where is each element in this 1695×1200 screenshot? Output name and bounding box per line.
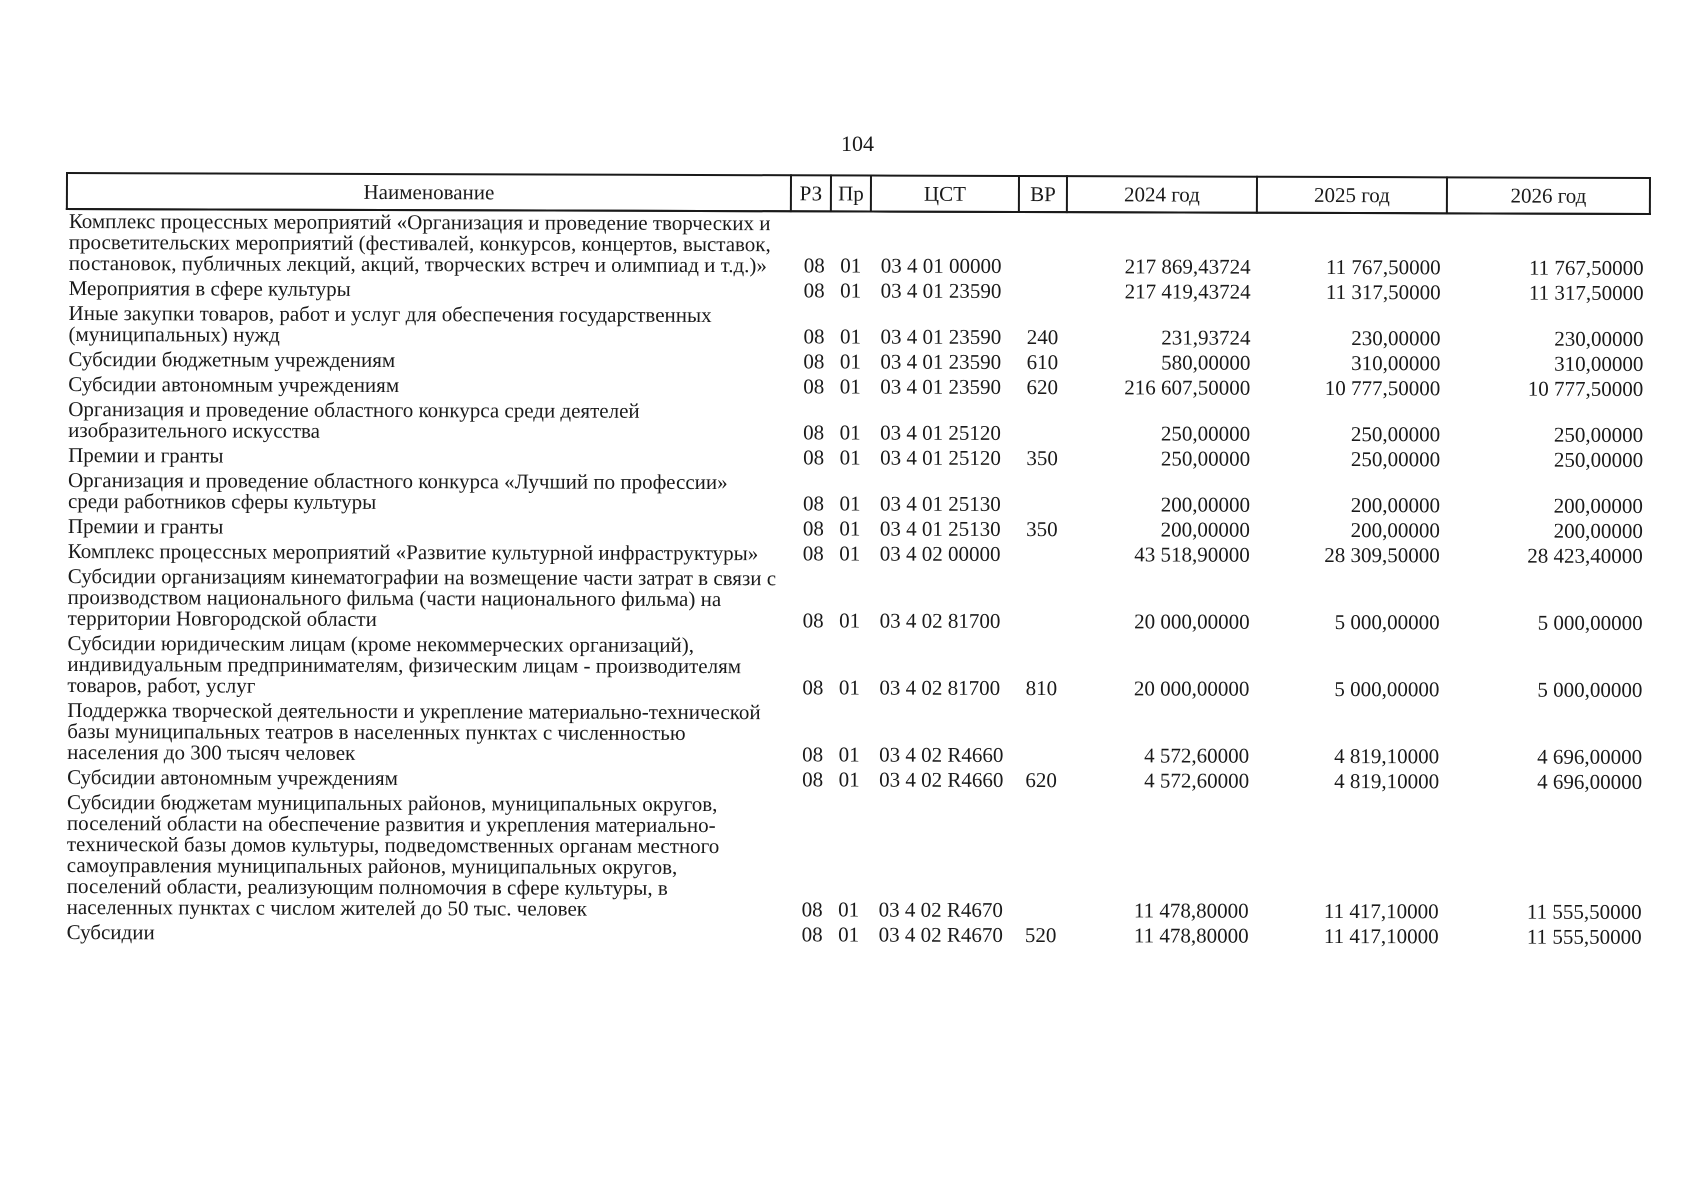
cell-2026: 5 000,00000 bbox=[1537, 677, 1643, 702]
cell-name: Премии и гранты bbox=[67, 514, 224, 539]
cell-cst: 03 4 01 23590 bbox=[880, 324, 1002, 349]
cell-2026: 200,00000 bbox=[1553, 518, 1643, 543]
cell-2025: 11 417,10000 bbox=[1323, 923, 1439, 949]
cell-2026: 310,00000 bbox=[1554, 351, 1644, 376]
cell-2025: 250,00000 bbox=[1350, 447, 1441, 472]
cell-name: Субсидии автономным учреждениям bbox=[68, 372, 400, 398]
cell-pr: 01 bbox=[839, 516, 861, 541]
header-2025: 2025 год bbox=[1257, 177, 1447, 214]
cell-2026: 5 000,00000 bbox=[1537, 610, 1643, 635]
table-row bbox=[65, 699, 1648, 771]
cell-vr bbox=[1019, 212, 1067, 280]
cell-2025: 5 000,00000 bbox=[1334, 676, 1440, 702]
header-pr: Пр bbox=[831, 175, 871, 211]
cell-rz: 08 bbox=[802, 491, 825, 516]
cell-2025: 230,00000 bbox=[1351, 326, 1441, 351]
cell-rz: 08 bbox=[802, 675, 824, 700]
cell-pr: 01 bbox=[839, 374, 861, 399]
cell-2025: 4 819,10000 bbox=[1334, 768, 1440, 794]
cell-2025: 310,00000 bbox=[1351, 351, 1441, 376]
cell-vr: 620 bbox=[1026, 375, 1059, 400]
cell-name: Иные закупки товаров, работ и услуг для обеспечения государственных (муниципальных) нужд bbox=[68, 301, 712, 347]
cell-2025: 4 819,10000 bbox=[1334, 743, 1440, 769]
cell-2024: 11 478,80000 bbox=[1133, 923, 1249, 948]
cell-2024: 11 478,80000 bbox=[1133, 898, 1249, 923]
cell-2026: 11 555,50000 bbox=[1526, 924, 1642, 949]
cell-vr bbox=[1018, 472, 1066, 518]
cell-pr: 01 bbox=[838, 922, 860, 947]
cell-2025: 200,00000 bbox=[1350, 493, 1440, 518]
cell-pr: 01 bbox=[838, 742, 860, 767]
table-row bbox=[65, 921, 1648, 951]
cell-2025: 5 000,00000 bbox=[1334, 609, 1440, 635]
cell-vr: 520 bbox=[1024, 923, 1057, 948]
cell-2026: 28 423,40000 bbox=[1527, 543, 1643, 568]
cell-cst: 03 4 02 R4660 bbox=[879, 767, 1004, 792]
cell-vr bbox=[1018, 568, 1066, 635]
cell-name: Субсидии организациям кинематографии на возмещение части затрат в связи с производством национального фильма (части национального фильма) на территории Новгородской области bbox=[67, 564, 777, 631]
cell-pr: 01 bbox=[840, 278, 862, 303]
cell-2026: 11 767,50000 bbox=[1528, 255, 1644, 280]
cell-pr: 01 bbox=[839, 420, 861, 445]
cell-rz: 08 bbox=[801, 897, 823, 922]
cell-2025: 11 317,50000 bbox=[1325, 279, 1441, 305]
cell-2024: 200,00000 bbox=[1160, 517, 1250, 542]
cell-2025: 28 309,50000 bbox=[1324, 542, 1440, 568]
cell-cst: 03 4 01 23590 bbox=[880, 349, 1002, 374]
cell-vr: 620 bbox=[1025, 768, 1057, 793]
cell-2026: 4 696,00000 bbox=[1537, 744, 1643, 769]
cell-cst: 03 4 02 R4670 bbox=[878, 897, 1003, 922]
cell-2024: 580,00000 bbox=[1161, 350, 1251, 375]
cell-rz: 08 bbox=[803, 374, 825, 399]
table-row bbox=[66, 302, 1649, 353]
cell-vr: 350 bbox=[1026, 517, 1058, 542]
cell-name: Организация и проведение областного конкурса «Лучший по профессии» среди работников сферы культуры bbox=[67, 468, 728, 514]
cell-vr bbox=[1018, 401, 1066, 447]
table-row bbox=[65, 791, 1648, 926]
cell-cst: 03 4 02 R4660 bbox=[879, 742, 1004, 767]
cell-vr bbox=[1017, 702, 1065, 769]
cell-vr: 610 bbox=[1026, 350, 1059, 375]
cell-vr: 240 bbox=[1026, 325, 1059, 350]
table-row bbox=[65, 632, 1648, 704]
cell-name: Субсидии bbox=[66, 920, 155, 945]
cell-rz: 08 bbox=[803, 420, 825, 445]
cell-cst: 03 4 02 R4670 bbox=[878, 922, 1003, 947]
table-row bbox=[66, 398, 1649, 449]
cell-cst: 03 4 01 25120 bbox=[880, 420, 1001, 445]
cell-name: Премии и гранты bbox=[68, 443, 224, 468]
cell-pr: 01 bbox=[839, 349, 861, 374]
cell-pr: 01 bbox=[838, 897, 860, 922]
page-number: 104 bbox=[841, 131, 874, 156]
cell-pr: 01 bbox=[838, 675, 860, 700]
cell-pr: 01 bbox=[839, 491, 861, 516]
cell-name: Субсидии автономным учреждениям bbox=[67, 765, 398, 791]
cell-2026: 4 696,00000 bbox=[1537, 769, 1643, 794]
cell-name: Мероприятия в сфере культуры bbox=[68, 276, 351, 301]
budget-table bbox=[64, 172, 1651, 951]
cell-rz: 08 bbox=[803, 253, 825, 278]
cell-2024: 250,00000 bbox=[1160, 421, 1251, 446]
cell-cst: 03 4 01 25120 bbox=[880, 445, 1001, 470]
cell-2024: 43 518,90000 bbox=[1134, 542, 1250, 567]
cell-vr bbox=[1019, 280, 1067, 305]
cell-2024: 4 572,60000 bbox=[1144, 743, 1250, 768]
table-row bbox=[67, 209, 1650, 282]
cell-rz: 08 bbox=[803, 349, 825, 374]
header-name: Наименование bbox=[67, 173, 791, 211]
cell-rz: 08 bbox=[803, 445, 825, 470]
cell-pr: 01 bbox=[839, 324, 862, 349]
cell-vr bbox=[1017, 794, 1065, 924]
header-vr: ВР bbox=[1019, 176, 1067, 212]
cell-2025: 11 417,10000 bbox=[1323, 898, 1439, 924]
cell-2026: 230,00000 bbox=[1554, 326, 1644, 351]
cell-cst: 03 4 02 81700 bbox=[879, 675, 1001, 700]
cell-vr: 810 bbox=[1025, 676, 1058, 701]
cell-name: Субсидии бюджетам муниципальных районов, муниципальных округов, поселений области на обеспечение развития и укрепления материально-технической базы домов культуры, подведомственных органам местного самоуправления муниципальных районов, муниципальных округов, поселений области, реализующим полномочия в сфере культуры, в населенных пунктах с числом жителей до 50 тыс. человек bbox=[66, 790, 720, 921]
cell-rz: 08 bbox=[802, 767, 824, 792]
table-body bbox=[65, 209, 1650, 951]
cell-2026: 250,00000 bbox=[1553, 447, 1644, 472]
cell-2025: 250,00000 bbox=[1350, 422, 1441, 447]
cell-pr: 01 bbox=[839, 445, 861, 470]
cell-vr: 350 bbox=[1026, 446, 1058, 471]
cell-2026: 11 317,50000 bbox=[1528, 280, 1644, 305]
cell-pr: 01 bbox=[839, 608, 861, 633]
header-rz: РЗ bbox=[791, 175, 831, 211]
cell-2024: 20 000,00000 bbox=[1134, 609, 1250, 634]
header-row bbox=[67, 173, 1650, 214]
cell-2026: 10 777,50000 bbox=[1527, 376, 1644, 401]
cell-vr bbox=[1018, 543, 1066, 568]
cell-2024: 231,93724 bbox=[1161, 325, 1251, 350]
cell-name: Субсидии бюджетным учреждениям bbox=[68, 347, 396, 373]
cell-2026: 11 555,50000 bbox=[1526, 899, 1642, 924]
cell-pr: 01 bbox=[839, 541, 861, 566]
cell-2024: 250,00000 bbox=[1160, 446, 1251, 471]
cell-2025: 200,00000 bbox=[1350, 518, 1440, 543]
cell-pr: 01 bbox=[838, 767, 860, 792]
cell-2024: 217 419,43724 bbox=[1124, 279, 1251, 304]
cell-rz: 08 bbox=[803, 324, 825, 349]
table-row bbox=[66, 469, 1649, 520]
cell-2026: 250,00000 bbox=[1553, 422, 1644, 447]
cell-rz: 08 bbox=[801, 922, 823, 947]
cell-name: Поддержка творческой деятельности и укрепление материально-технической базы муниципальных театров в населенных пунктах с численностью населения до 300 тысяч человек bbox=[67, 698, 761, 765]
cell-2025: 11 767,50000 bbox=[1325, 254, 1441, 280]
cell-2024: 217 869,43724 bbox=[1124, 254, 1251, 279]
cell-rz: 08 bbox=[802, 516, 824, 541]
cell-pr: 01 bbox=[840, 253, 862, 278]
cell-2024: 200,00000 bbox=[1160, 492, 1250, 517]
header-cst: ЦСТ bbox=[871, 176, 1019, 212]
cell-name: Комплекс процессных мероприятий «Организация и проведение творческих и просветительских мероприятий (фестивалей, конкурсов, концертов, выставок, постановок, публичных лекций, акций, творческих встреч и олимпиад и т.д.)» bbox=[68, 209, 771, 278]
cell-cst: 03 4 01 25130 bbox=[879, 516, 1001, 541]
cell-rz: 08 bbox=[802, 742, 824, 767]
cell-rz: 08 bbox=[802, 608, 824, 633]
cell-cst: 03 4 01 23590 bbox=[880, 278, 1002, 303]
cell-2024: 216 607,50000 bbox=[1124, 375, 1251, 400]
cell-2024: 4 572,60000 bbox=[1144, 768, 1250, 793]
cell-cst: 03 4 01 00000 bbox=[880, 253, 1002, 278]
cell-2024: 20 000,00000 bbox=[1133, 676, 1250, 701]
cell-cst: 03 4 02 00000 bbox=[879, 541, 1001, 566]
cell-name: Комплекс процессных мероприятий «Развитие культурной инфраструктуры» bbox=[67, 539, 759, 566]
cell-rz: 08 bbox=[802, 541, 824, 566]
cell-rz: 08 bbox=[803, 278, 825, 303]
cell-2025: 10 777,50000 bbox=[1324, 375, 1441, 401]
header-2026: 2026 год bbox=[1447, 177, 1650, 214]
table-header bbox=[67, 173, 1650, 214]
cell-2026: 200,00000 bbox=[1553, 493, 1643, 518]
header-2024: 2024 год bbox=[1067, 176, 1257, 213]
cell-cst: 03 4 02 81700 bbox=[879, 608, 1001, 633]
table-row bbox=[66, 565, 1649, 637]
cell-name: Организация и проведение областного конкурса среди деятелей изобразительного искусства bbox=[68, 397, 640, 443]
cell-cst: 03 4 01 23590 bbox=[880, 374, 1002, 399]
cell-name: Субсидии юридическим лицам (кроме некоммерческих организаций), индивидуальным предпринимателям, физическим лицам - производителям товаров, работ, услуг bbox=[67, 631, 742, 698]
cell-cst: 03 4 01 25130 bbox=[879, 491, 1001, 516]
